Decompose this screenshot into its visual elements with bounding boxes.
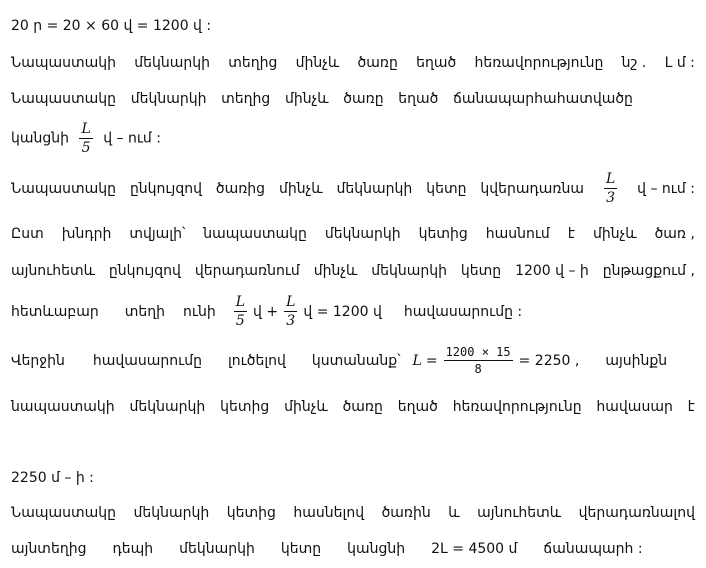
word: մեկնարկի	[336, 180, 413, 197]
word: նապաստակի	[11, 399, 115, 415]
word: հասնելով	[293, 505, 365, 521]
text-line-2	[11, 55, 695, 71]
word: կետից	[226, 505, 276, 521]
word: տեղից	[221, 91, 271, 107]
text-line-8	[11, 295, 522, 328]
word: ճանապարհահատվածը	[453, 91, 633, 107]
word: ճանապարհ :	[543, 541, 643, 557]
result-term: = 2250 ,	[518, 352, 580, 369]
word: մինչև	[313, 263, 358, 279]
plus-term: վ +	[253, 303, 279, 320]
word: եղած	[397, 399, 438, 415]
word: հեռավորությունը	[452, 399, 582, 415]
fraction-denominator: 5	[81, 140, 91, 156]
word: ընկույզով	[129, 180, 202, 197]
word: եղած	[416, 55, 457, 71]
word: կանցնի	[347, 541, 406, 557]
text-line-5	[11, 172, 695, 205]
text-line-7	[11, 263, 695, 279]
word: կվերադառնա	[480, 180, 585, 197]
text-line-12	[11, 505, 695, 521]
word: այնտեղից	[11, 541, 87, 557]
word: հավասարումը :	[403, 303, 523, 320]
word: ունի	[183, 303, 216, 320]
fraction-L-over-5	[79, 122, 92, 155]
word: կստանանք՝	[311, 352, 401, 369]
text-line-6	[11, 226, 695, 242]
word: Նապաստակը	[11, 91, 117, 107]
word: մինչև	[284, 91, 329, 107]
word: L մ :	[664, 55, 695, 71]
text-line-11: 2250 մ – ի :	[11, 470, 94, 486]
word: մեկնարկի	[371, 263, 448, 279]
fraction-calculation	[444, 346, 513, 375]
fraction-denominator: 3	[606, 190, 616, 206]
text-line-13	[11, 541, 643, 557]
word: ընկույզով	[108, 263, 181, 279]
word: վ – ում :	[103, 130, 161, 147]
word: մեկնարկի	[324, 226, 401, 242]
word: Վերջին	[11, 352, 65, 369]
word: ծառը	[343, 91, 384, 107]
fraction-L-over-3	[604, 172, 617, 205]
fraction-L-over-3	[284, 295, 297, 328]
fraction-denominator: 3	[286, 313, 296, 329]
word: կետը	[280, 541, 322, 557]
word: Նապաստակը	[11, 180, 117, 197]
equation-2L: 2L = 4500 մ	[431, 541, 518, 557]
word: Ըստ	[11, 226, 44, 242]
word: ծառին	[381, 505, 431, 521]
equals-term: վ = 1200 վ	[303, 303, 382, 320]
word: մեկնարկի	[133, 505, 210, 521]
text-line-10	[11, 399, 695, 415]
word: ծառից	[215, 180, 266, 197]
word: նապաստակը	[203, 226, 307, 242]
word: հավասար	[596, 399, 673, 415]
word: 1200 վ – ի	[515, 263, 589, 279]
word: կետից	[220, 399, 270, 415]
word: վերադառնում	[194, 263, 300, 279]
word: է	[567, 226, 575, 242]
word: լուծելով	[228, 352, 286, 369]
word: հասնում	[485, 226, 550, 242]
word: վերադառնալով	[578, 505, 695, 521]
word: հետևաբար	[11, 303, 99, 320]
word: ծառը	[357, 55, 398, 71]
word: տեղից	[228, 55, 278, 71]
word: հավասարումը	[92, 352, 202, 369]
fraction-numerator: L	[81, 121, 91, 137]
word: դեպի	[112, 541, 154, 557]
word: հեռավորությունը	[474, 55, 604, 71]
text-line-3	[11, 91, 633, 107]
word: այսինքն	[605, 352, 668, 369]
word: ընթացքում ,	[602, 263, 695, 279]
word: նշ .	[621, 55, 647, 71]
word: և	[448, 505, 460, 521]
word: մինչև	[592, 226, 637, 242]
word: վ – ում :	[637, 180, 695, 197]
equals-sign: =	[425, 352, 438, 369]
word: ծառը	[342, 399, 383, 415]
word: կետը	[426, 180, 467, 197]
fraction-numerator: L	[286, 294, 296, 310]
word: կետը	[460, 263, 502, 279]
word: ծառ ,	[654, 226, 695, 242]
word: Նապաստակի	[11, 55, 117, 71]
fraction-L-over-5	[234, 295, 247, 328]
fraction-denominator: 5	[235, 313, 245, 329]
word: տեղի	[124, 303, 166, 320]
equation-time-conversion: 20 ր = 20 × 60 վ = 1200 վ :	[11, 18, 212, 34]
fraction-denominator: 8	[474, 362, 482, 376]
word: մինչև	[284, 399, 328, 415]
word: մինչև	[278, 180, 323, 197]
word: մինչև	[295, 55, 340, 71]
text-line-9	[11, 346, 667, 375]
word: մեկնարկի	[129, 399, 206, 415]
word: մեկնարկի	[130, 91, 207, 107]
word: կետից	[418, 226, 468, 242]
word: այնուհետև	[477, 505, 562, 521]
word: այնուհետև	[11, 263, 96, 279]
word: Նապաստակը	[11, 505, 117, 521]
word: է	[687, 399, 695, 415]
fraction-numerator: L	[235, 294, 246, 310]
text-line-4	[11, 122, 161, 155]
word: կանցնի	[11, 130, 69, 147]
word: եղած	[398, 91, 439, 107]
variable-L: L	[412, 352, 422, 369]
word: տվյալի՝	[129, 226, 186, 242]
word: մեկնարկի	[134, 55, 211, 71]
word: խնդրի	[61, 226, 112, 242]
fraction-numerator: 1200 × 15	[445, 345, 511, 359]
word: մեկնարկի	[179, 541, 255, 557]
fraction-numerator: L	[605, 171, 616, 187]
